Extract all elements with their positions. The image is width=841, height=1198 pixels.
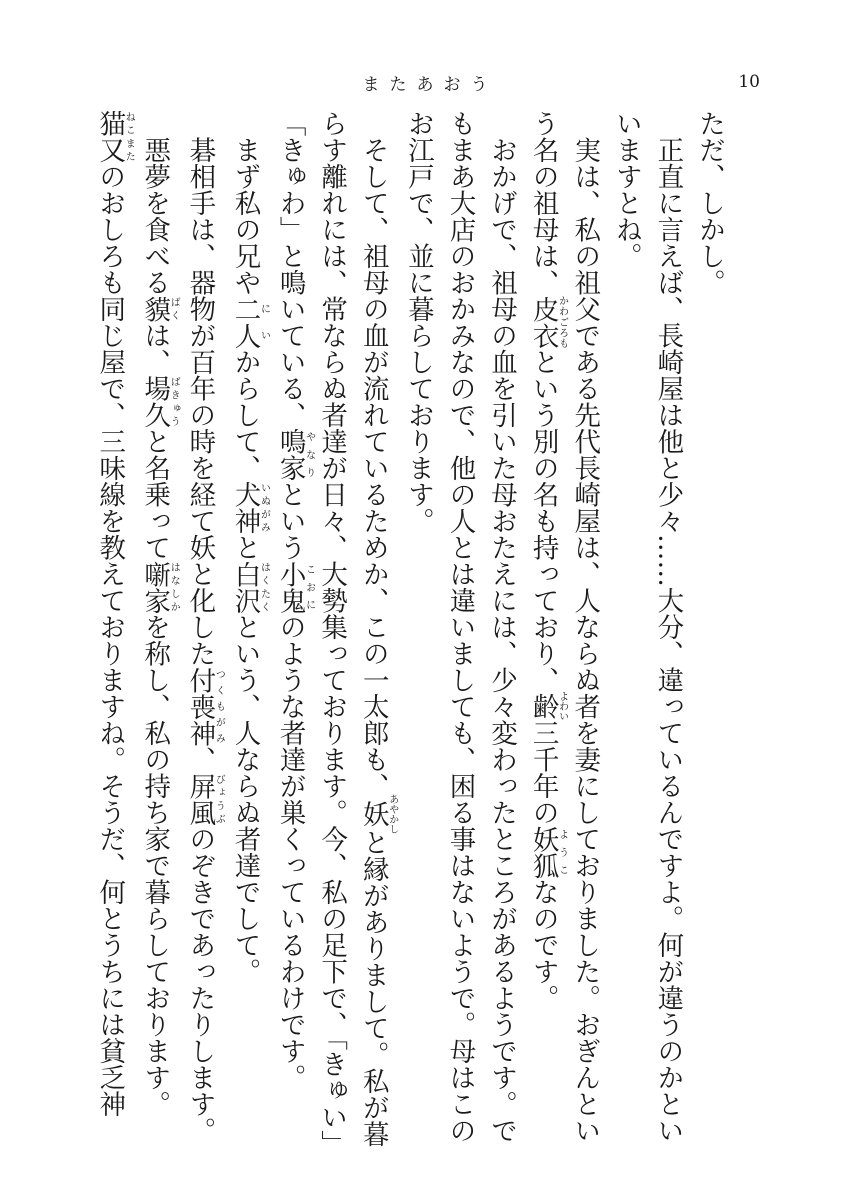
- ruby-base: 場久: [139, 375, 171, 428]
- ruby-reading: いぬがみ: [258, 481, 270, 534]
- ruby-reading: ようこ: [556, 825, 568, 879]
- ruby-base: 屏風: [184, 772, 216, 826]
- paragraph: [605, 110, 688, 1160]
- ruby-reading: よわい: [556, 691, 568, 722]
- ruby-reading: ねこまた: [123, 110, 135, 163]
- ruby-reading: こおに: [303, 560, 315, 614]
- ruby-word: [274, 428, 315, 481]
- text-run: 実は、私の祖父である先代長崎屋は、人ならぬ者を妻にしておりました。おぎんという名の祖母は、: [527, 110, 601, 1144]
- text-run: という: [274, 481, 306, 561]
- ruby-reading: あやかし: [386, 794, 398, 834]
- text-run: 三千年の: [527, 719, 559, 826]
- ruby-base: 皮衣: [527, 295, 559, 349]
- text-run: おかげで、祖母の血を引いた母おたえには、少々変わったところがあるようです。でもまあ大店のおかみなので、他の人とは違いましても、困る事はないようで。母はこのお江戸で、並に暮らしております。: [402, 110, 518, 1144]
- ruby-reading: かわごろも: [556, 295, 568, 349]
- ruby-reading: ばく: [168, 295, 180, 322]
- ruby-word: [229, 481, 270, 534]
- text-run: という、人ならぬ者達でして。: [229, 613, 261, 985]
- text-run: 、: [184, 746, 216, 773]
- ruby-word: [229, 560, 270, 614]
- ruby-base: 二人: [229, 295, 261, 349]
- ruby-base: 白沢: [229, 560, 261, 614]
- ruby-word: [357, 794, 398, 834]
- ruby-base: 付喪神: [184, 666, 216, 746]
- ruby-word: [184, 666, 225, 747]
- text-run: は、: [139, 322, 171, 375]
- text-run: のおしろも同じ屋で、三味線を教えておりますね。そうだ、何とうちには貧乏神: [94, 163, 126, 1117]
- paragraph: [522, 110, 605, 1160]
- text-run: まず私の兄や: [229, 110, 261, 296]
- paragraph: [89, 110, 134, 1160]
- text-run: と: [229, 534, 261, 561]
- text-run: ただ、しかし。: [694, 110, 725, 296]
- ruby-word: [94, 110, 135, 163]
- text-run: なのです。: [527, 878, 559, 1011]
- ruby-reading: にい: [258, 295, 270, 349]
- ruby-base: 犬神: [229, 481, 261, 534]
- text-run: と縁がありまして。私が暮らす離れには、常ならぬ者達が日々、大勢集っております。今、私の足下で、「きゅい」「きゅわ」と鳴いている、: [274, 110, 389, 1157]
- text-run: 悪夢を食べる: [139, 110, 171, 296]
- paragraph: [134, 110, 179, 1160]
- ruby-base: 小鬼: [274, 560, 306, 614]
- text-run: 正直に言えば、長崎屋は他と少々……大分、違っているんですよ。何が違うのかといいますとね。: [610, 110, 684, 1144]
- ruby-base: 鳴家: [274, 428, 306, 481]
- page-number: 10: [738, 72, 760, 92]
- paragraph: [688, 110, 730, 1160]
- ruby-word: [139, 560, 180, 614]
- ruby-reading: はくたく: [258, 560, 270, 614]
- text-run: を称し、私の持ち家で暮らしております。: [139, 613, 171, 1117]
- ruby-base: 噺家: [139, 560, 171, 614]
- ruby-reading: びょうぶ: [213, 772, 225, 826]
- text-run: という別の名も持っており、: [527, 348, 559, 693]
- running-title: またあおう: [362, 75, 498, 95]
- ruby-base: 猫又: [94, 110, 126, 163]
- ruby-word: [527, 295, 568, 349]
- body-text: [94, 110, 730, 1160]
- text-run: と名乗って: [139, 428, 171, 561]
- ruby-word: [139, 375, 180, 428]
- text-run: 碁相手は、器物が百年の時を経て妖と化した: [184, 110, 216, 667]
- ruby-base: 齢: [527, 691, 559, 722]
- paragraph: [269, 110, 397, 1160]
- ruby-word: [139, 295, 180, 323]
- text-run: そして、祖母の血が流れているためか、この一太郎も、: [357, 110, 389, 799]
- paragraph: [397, 110, 522, 1160]
- ruby-base: 貘: [139, 295, 171, 322]
- text-run: のような者達が巣くっているわけです。: [274, 613, 306, 1091]
- ruby-reading: はなしか: [168, 560, 180, 614]
- text-run: のぞきであったりします。: [184, 825, 216, 1144]
- paragraph: [179, 110, 224, 1160]
- ruby-reading: やなり: [303, 428, 315, 481]
- ruby-base: 妖狐: [527, 825, 559, 879]
- ruby-base: 妖: [357, 794, 389, 834]
- ruby-word: [527, 691, 568, 722]
- ruby-reading: ばきゅう: [168, 375, 180, 428]
- text-run: からして、: [229, 348, 261, 481]
- ruby-word: [229, 295, 270, 349]
- ruby-word: [527, 825, 568, 879]
- ruby-word: [274, 560, 315, 614]
- paragraph: [224, 110, 269, 1160]
- ruby-reading: つくもがみ: [213, 666, 225, 746]
- ruby-word: [184, 772, 225, 826]
